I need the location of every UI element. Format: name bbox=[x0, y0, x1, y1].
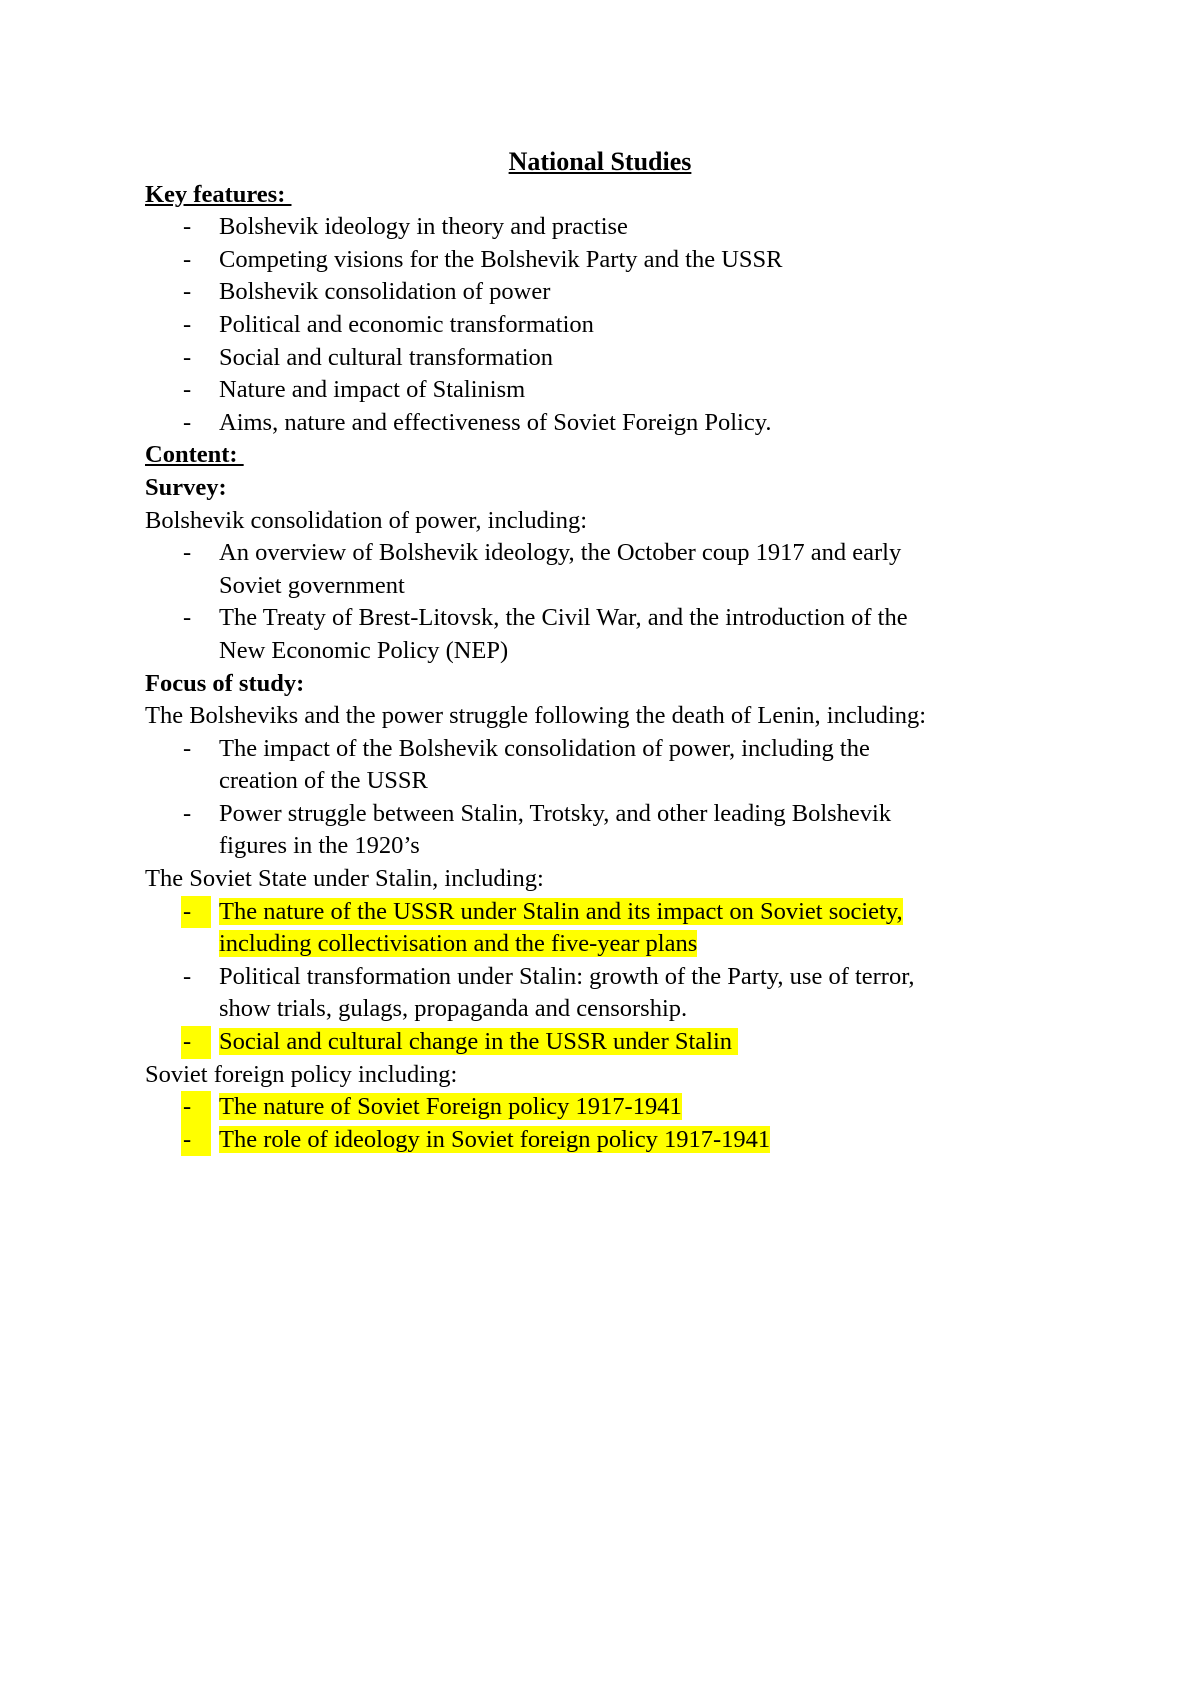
document-content bbox=[145, 146, 1075, 1156]
dash-bullet: - bbox=[183, 962, 192, 990]
highlighted-text: The role of ideology in Soviet foreign policy 1917-1941 bbox=[219, 1125, 771, 1153]
survey-list bbox=[145, 537, 1075, 667]
dash-bullet: - bbox=[181, 1026, 211, 1059]
dash-bullet: - bbox=[181, 896, 211, 929]
survey-heading: Survey: bbox=[145, 473, 227, 501]
key-features-heading: Key features: bbox=[145, 180, 292, 208]
stalin-intro: The Soviet State under Stalin, including: bbox=[145, 865, 544, 893]
dash-bullet: - bbox=[183, 213, 192, 241]
list-item: - An overview of Bolshevik ideology, the October coup 1917 and early Soviet government bbox=[183, 539, 902, 599]
list-item: - Political transformation under Stalin: growth of the Party, use of terror, show trials, gulags, propaganda and censorship. bbox=[183, 962, 915, 1023]
list-item: - Social and cultural transformation bbox=[145, 342, 1075, 375]
focus-intro: The Bolsheviks and the power struggle following the death of Lenin, including: bbox=[145, 702, 927, 730]
content-heading: Content: bbox=[145, 441, 244, 469]
dash-bullet: - bbox=[183, 734, 192, 762]
list-item: - The impact of the Bolshevik consolidation of power, including the creation of the USSR bbox=[183, 734, 870, 795]
dash-bullet: - bbox=[183, 343, 192, 371]
dash-bullet: - bbox=[183, 376, 192, 404]
list-item-highlighted bbox=[145, 1091, 1075, 1124]
list-item-highlighted bbox=[145, 1026, 1075, 1059]
list-item: - Competing visions for the Bolshevik Party and the USSR bbox=[145, 244, 1075, 277]
dash-bullet: - bbox=[183, 408, 192, 436]
dash-bullet: - bbox=[183, 310, 192, 338]
focus-heading: Focus of study: bbox=[145, 669, 305, 697]
highlighted-text: The nature of Soviet Foreign policy 1917-1941 bbox=[219, 1093, 682, 1121]
list-item: - Aims, nature and effectiveness of Soviet Foreign Policy. bbox=[145, 407, 1075, 440]
list-item: - Nature and impact of Stalinism bbox=[145, 374, 1075, 407]
focus-list bbox=[145, 733, 1075, 863]
dash-bullet: - bbox=[183, 245, 192, 273]
list-item: - Power struggle between Stalin, Trotsky, and other leading Bolshevik figures in the 1920’s bbox=[183, 799, 892, 860]
list-item: - Bolshevik consolidation of power bbox=[145, 276, 1075, 309]
stalin-list bbox=[145, 896, 1075, 1059]
foreign-list bbox=[145, 1091, 1075, 1156]
list-item-highlighted bbox=[145, 896, 1075, 961]
dash-bullet: - bbox=[181, 1124, 211, 1157]
key-features-list bbox=[145, 211, 1075, 439]
list-item: - Bolshevik ideology in theory and practise bbox=[145, 211, 1075, 244]
highlighted-text: Social and cultural change in the USSR under Stalin bbox=[219, 1028, 739, 1056]
list-item-highlighted bbox=[145, 1124, 1075, 1157]
survey-intro: Bolshevik consolidation of power, including: bbox=[145, 506, 588, 534]
highlighted-text: The nature of the USSR under Stalin and its impact on Soviet society, bbox=[219, 897, 903, 925]
highlighted-text: including collectivisation and the five-year plans bbox=[219, 930, 698, 958]
document-title: National Studies bbox=[508, 147, 692, 176]
dash-bullet: - bbox=[183, 799, 192, 827]
dash-bullet: - bbox=[183, 278, 192, 306]
dash-bullet: - bbox=[181, 1091, 211, 1124]
list-item: - The Treaty of Brest-Litovsk, the Civil War, and the introduction of the New Economic Policy (NEP) bbox=[183, 604, 908, 664]
list-item: - Political and economic transformation bbox=[145, 309, 1075, 342]
foreign-intro: Soviet foreign policy including: bbox=[145, 1060, 458, 1088]
dash-bullet: - bbox=[183, 539, 192, 567]
dash-bullet: - bbox=[183, 604, 192, 632]
